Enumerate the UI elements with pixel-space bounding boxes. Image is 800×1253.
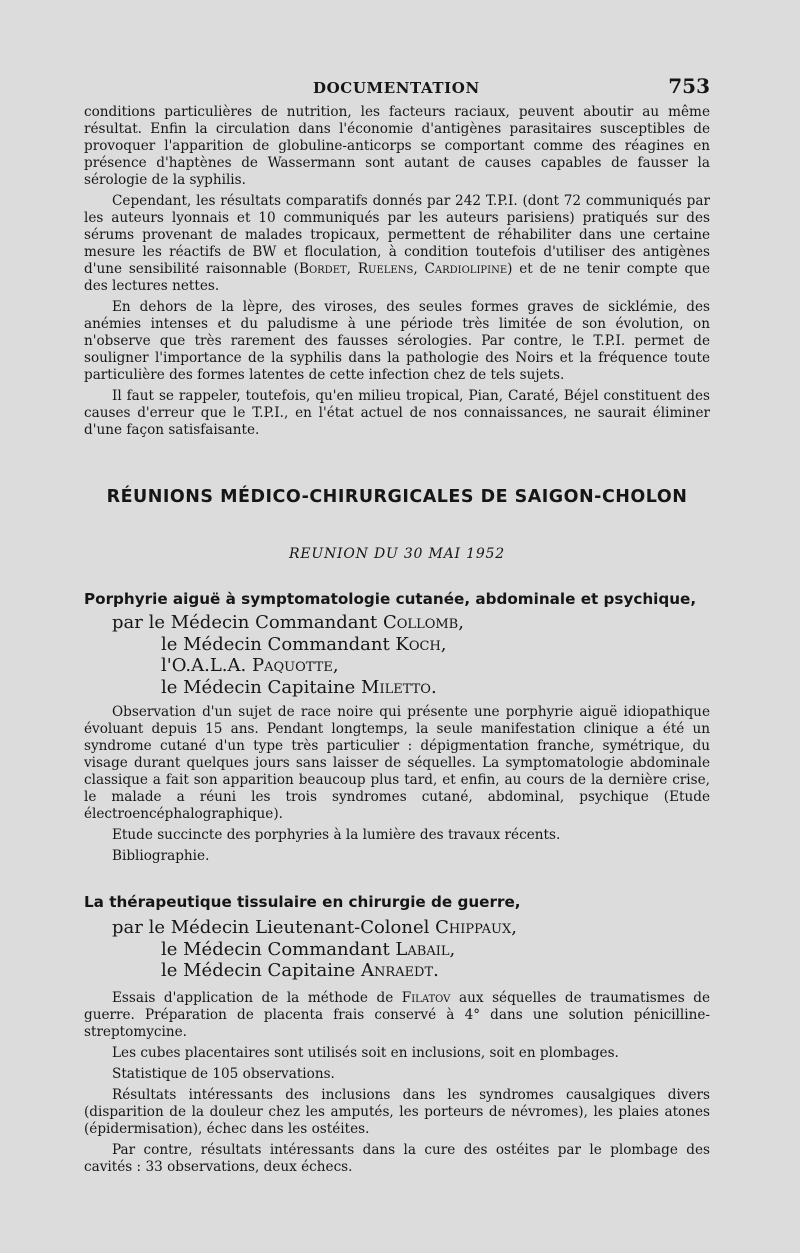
section-title: RÉUNIONS MÉDICO-CHIRURGICALES DE SAIGON-CHOLON <box>106 487 688 507</box>
author-line: le Médecin Commandant Labail, <box>161 938 456 960</box>
article1-body <box>84 704 710 869</box>
article2-body <box>84 990 710 1180</box>
author-line: l'O.A.L.A. Paquotte, <box>161 655 339 676</box>
author-line: par le Médecin Lieutenant-Colonel Chippaux, <box>112 917 517 938</box>
author-list <box>112 612 672 698</box>
meeting-date: REUNION DU 30 MAI 1952 <box>289 546 505 562</box>
author-list <box>112 917 672 982</box>
article-title: La thérapeutique tissulaire en chirurgie de guerre, <box>84 893 521 911</box>
method-author: Filatov <box>401 990 451 1006</box>
running-title: DOCUMENTATION <box>313 79 480 97</box>
paragraph: En dehors de la lèpre, des viroses, des seules formes graves de sicklémie, des anémies intenses et du paludisme à une période très limitée de son évolution, on n'observe que très rarement des fausses sérologies. Par contre, le T.P.I. permet de souligner l'importance de la syphilis dans la pathologie des Noirs et la fréquence toute particulière des formes latentes de cette infection chez de tels sujets. <box>84 299 710 383</box>
paragraph: Les cubes placentaires sont utilisés soit en inclusions, soit en plombages. <box>112 1045 619 1061</box>
page-number: 753 <box>668 74 710 98</box>
author-line: le Médecin Commandant Koch, <box>161 633 447 655</box>
running-head <box>84 74 710 98</box>
paragraph: Par contre, résultats intéressants dans la cure des ostéites par le plombage des cavités : 33 observations, deux échecs. <box>84 1142 710 1175</box>
author-line: le Médecin Capitaine Miletto. <box>161 676 437 698</box>
paragraph: conditions particulières de nutrition, les facteurs raciaux, peuvent aboutir au même résultat. Enfin la circulation dans l'économie d'antigènes parasitaires susceptibles de provoquer l'apparition de globuline-anticorps se comportant comme des réagines en présence d'haptènes de Wassermann sont autant de causes capables de fausser la sérologie de la syphilis. <box>84 104 710 188</box>
paragraph: Il faut se rappeler, toutefois, qu'en milieu tropical, Pian, Caraté, Béjel constituent des causes d'erreur que le T.P.I., en l'état actuel de nos connaissances, ne saurait éliminer d'une façon satisfaisante. <box>84 388 710 438</box>
paragraph: Etude succincte des porphyries à la lumière des travaux récents. <box>112 827 561 843</box>
author-line: le Médecin Capitaine Anraedt. <box>161 960 439 981</box>
paragraph: Résultats intéressants des inclusions dans les syndromes causalgiques divers (disparition de la douleur chez les amputés, les porteurs de névromes), les plaies atones (épidermisation), échec dans les ostéites. <box>84 1087 710 1137</box>
paragraph: Essais d'application de la méthode de Filatov aux séquelles de traumatismes de guerre. Préparation de placenta frais conservé à 4° dans une solution pénicilline-streptomycine. <box>84 990 710 1040</box>
paragraph: Bibliographie. <box>112 848 210 864</box>
paragraph: Statistique de 105 observations. <box>112 1066 335 1082</box>
author-line: par le Médecin Commandant Collomb, <box>112 612 464 633</box>
reagent-names: Bordet, Ruelens, Cardiolipine <box>298 261 508 277</box>
intro-text <box>84 104 710 443</box>
article-title: Porphyrie aiguë à symptomatologie cutanée, abdominale et psychique, <box>84 590 697 608</box>
paragraph: Observation d'un sujet de race noire qui présente une porphyrie aiguë idiopathique évoluant depuis 15 ans. Pendant longtemps, la seule manifestation clinique a été un syndrome cutané d'un type très particulier : dépigmentation franche, symétrique, du visage durant quelques jours sans laisser de séquelles. La symptomatologie abdominale classique a fait son apparition beaucoup plus tard, et enfin, au cours de la dernière crise, le malade a réuni les trois syndromes cutané, abdominal, psychique (Etude électroencéphalographique). <box>84 704 710 822</box>
paragraph: Cependant, les résultats comparatifs donnés par 242 T.P.I. (dont 72 communiqués par les auteurs lyonnais et 10 communiqués par les auteurs parisiens) pratiqués sur des sérums provenant de malades tropicaux, permettent de réhabiliter dans une certaine mesure les réactifs de BW et floculation, à condition toutefois d'utiliser des antigènes d'une sensibilité raisonnable (Bordet, Ruelens, Cardiolipine) et de ne tenir compte que des lectures nettes. <box>84 193 710 294</box>
